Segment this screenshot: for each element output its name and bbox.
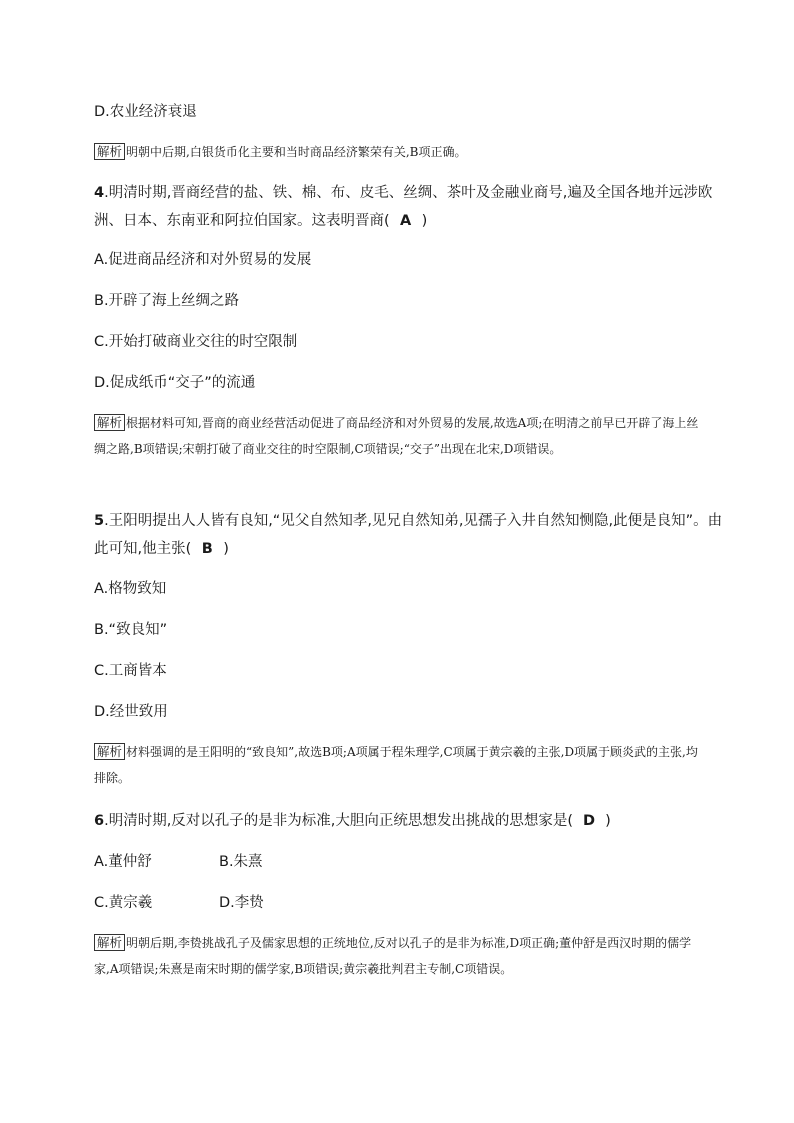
q5-explanation [94, 739, 699, 791]
q4-stem-line1: .明清时期,晋商经营的盐、铁、棉、布、皮毛、丝绸、茶叶及金融业商号,遍及全国各地并远涉欧 [104, 185, 713, 201]
q6-option-a: A.董仲舒 [94, 854, 152, 870]
question-number: 6 [94, 813, 105, 829]
q5-option-a: A.格物致知 [94, 581, 167, 597]
q4-stem [94, 180, 713, 234]
q4-stem-line2: 洲、日本、东南亚和阿拉伯国家。这表明晋商( [94, 213, 390, 229]
q5-answer: B [201, 541, 213, 557]
q5-option-d: D.经世致用 [94, 704, 168, 720]
q6-option-c: C.黄宗羲 [94, 895, 153, 911]
q3-option-d: D.农业经济衰退 [94, 104, 197, 120]
explanation-text: 明朝后期,李贽挑战孔子及儒家思想的正统地位,反对以孔子的是非为标准,D项正确;董仲舒是西汉时期的儒学家,A项错误;朱熹是南宋时期的儒学家,B项错误;黄宗羲批判君主专制,C项错误。 [94, 936, 692, 976]
explanation-tag: 解析 [94, 743, 125, 760]
q6-explanation [94, 930, 699, 982]
explanation-tag: 解析 [94, 934, 125, 951]
q4-option-d: D.促成纸币“交子”的流通 [94, 375, 256, 391]
question-number: 5 [94, 513, 105, 529]
q4-option-b: B.开辟了海上丝绸之路 [94, 293, 240, 309]
q4-stem-close: ) [421, 213, 428, 229]
q6-answer: D [583, 813, 596, 829]
q6-stem-text: .明清时期,反对以孔子的是非为标准,大胆向正统思想发出挑战的思想家是( [104, 813, 574, 829]
q5-stem [94, 508, 723, 562]
q4-answer: A [400, 213, 412, 229]
q4-option-a: A.促进商品经济和对外贸易的发展 [94, 252, 312, 268]
q6-stem-close: ) [605, 813, 611, 829]
q6-option-d: D.李贽 [219, 895, 264, 911]
q5-stem-line2: 此可知,他主张( [94, 541, 192, 557]
q5-option-c: C.工商皆本 [94, 663, 167, 679]
explanation-text: 根据材料可知,晋商的商业经营活动促进了商品经济和对外贸易的发展,故选A项;在明清之前早已开辟了海上丝绸之路,B项错误;宋朝打破了商业交往的时空限制,C项错误;“交子”出现在北宋,D项错误。 [94, 416, 699, 456]
question-number: 4 [94, 185, 105, 201]
q6-stem [94, 811, 699, 831]
q5-stem-close: ) [223, 541, 229, 557]
q6-option-b: B.朱熹 [219, 854, 263, 870]
q4-explanation [94, 410, 699, 462]
explanation-tag: 解析 [94, 143, 125, 160]
explanation-text: 材料强调的是王阳明的“致良知”,故选B项;A项属于程朱理学,C项属于黄宗羲的主张,D项属于顾炎武的主张,均排除。 [94, 745, 698, 785]
q5-option-b: B.“致良知” [94, 622, 168, 638]
q5-stem-line1: .王阳明提出人人皆有良知,“见父自然知孝,见兄自然知弟,见孺子入井自然知恻隐,此便是良知”。由 [104, 513, 723, 529]
explanation-text: 明朝中后期,白银货币化主要和当时商品经济繁荣有关,B项正确。 [126, 145, 467, 159]
explanation-tag: 解析 [94, 414, 125, 431]
q4-option-c: C.开始打破商业交往的时空限制 [94, 334, 298, 350]
q3-explanation [94, 139, 699, 165]
